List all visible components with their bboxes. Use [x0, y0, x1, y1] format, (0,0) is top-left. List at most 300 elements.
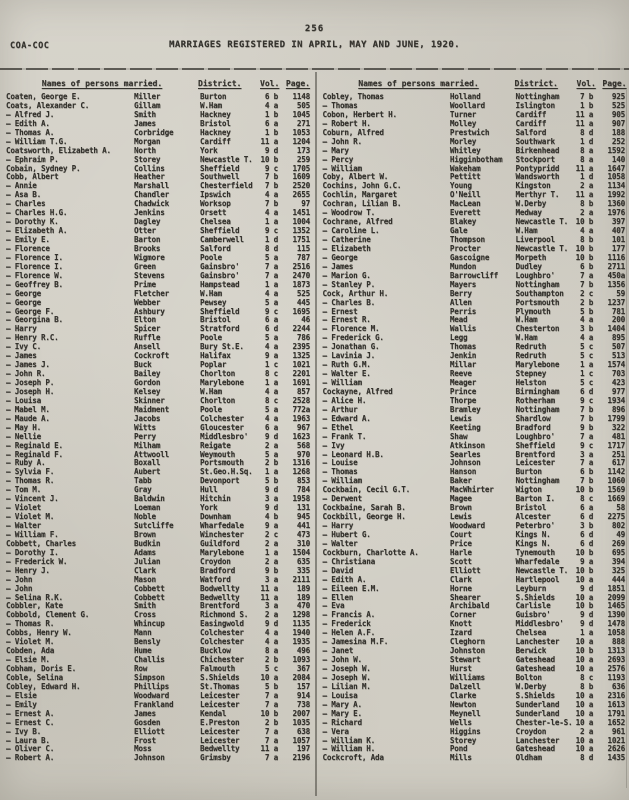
name-cell: — Florence	[6, 243, 50, 253]
table-row	[6, 744, 313, 753]
page-cell: 271	[296, 118, 310, 128]
spouse-cell: North	[134, 145, 156, 155]
name-cell: — Geoffrey B.	[6, 279, 63, 289]
vol-cell: 7 a	[580, 270, 594, 280]
table-row	[6, 226, 313, 235]
page-cell: 970	[296, 449, 310, 459]
vol-cell: 8 c	[580, 494, 594, 504]
spouse-cell: Elton	[134, 315, 156, 325]
district-cell: Falmouth	[200, 664, 235, 673]
spouse-cell: Young	[449, 181, 472, 191]
vol-cell: 7 a	[264, 270, 278, 280]
table-row	[6, 119, 313, 128]
vol-cell: 4 a	[580, 315, 594, 325]
table-row	[323, 405, 628, 414]
page-cell: 1647	[607, 163, 626, 173]
vol-cell: 6 b	[264, 92, 278, 101]
table-row	[6, 414, 313, 423]
name-cell: — Frederick	[322, 619, 371, 629]
page-cell: 335	[296, 565, 310, 575]
name-cell: Cockbain, Cecil G.T.	[322, 485, 410, 495]
table-row	[6, 172, 313, 181]
district-cell: Poole	[200, 333, 222, 343]
name-cell: — Henry R.C.	[6, 333, 59, 343]
spouse-cell: Gillam	[134, 100, 161, 110]
spouse-cell: Millar	[449, 360, 477, 370]
vol-cell: 2 a	[580, 181, 594, 191]
name-cell: Cochlin, Margaret	[322, 190, 397, 200]
spouse-cell: Cobbett	[134, 583, 165, 593]
vol-cell: 8 d	[580, 127, 594, 137]
spouse-cell: Spicer	[134, 324, 161, 334]
district-cell: Hackney	[200, 127, 231, 137]
vol-cell: 1 d	[580, 136, 594, 146]
table-row	[323, 244, 628, 253]
spouse-cell: Cockroft	[134, 351, 169, 361]
name-cell: — William	[322, 163, 362, 173]
vol-cell: 2 c	[580, 288, 594, 298]
page-cell: 772a	[292, 404, 310, 414]
table-row	[6, 441, 313, 450]
table-row	[323, 476, 628, 485]
vol-cell: 1 a	[580, 628, 594, 638]
district-cell: York	[200, 503, 218, 513]
district-cell: Redruth	[515, 351, 547, 361]
vol-cell: 11 a	[260, 583, 278, 593]
page-cell: 1045	[292, 109, 310, 119]
vol-cell: 3 a	[264, 574, 278, 584]
district-cell: Marylebone	[515, 360, 560, 370]
spouse-cell: Corbridge	[134, 127, 174, 137]
table-row	[323, 387, 628, 396]
table-row	[323, 691, 628, 700]
table-row	[6, 342, 313, 351]
name-cell: — Thomas	[322, 100, 358, 110]
table-row	[6, 333, 313, 342]
page-cell: 1569	[607, 485, 626, 495]
spouse-cell: Harle	[449, 547, 472, 557]
name-cell: Cockcroft, Ada	[322, 753, 384, 763]
header-district: District.	[198, 78, 242, 88]
vol-cell: 7 b	[580, 413, 594, 423]
page-cell: 173	[296, 145, 310, 155]
vol-cell: 4 a	[264, 342, 278, 352]
spouse-cell: Simpson	[134, 672, 165, 682]
spouse-cell: Skinner	[134, 395, 165, 405]
district-cell: Bolton	[515, 672, 542, 682]
table-row	[323, 682, 628, 691]
page-cell: 1356	[607, 279, 626, 289]
vol-cell: 6 a	[264, 315, 278, 325]
district-cell: Guisbro'	[515, 610, 551, 620]
vol-cell: 9 a	[264, 351, 278, 361]
vol-cell: 9 c	[264, 306, 278, 316]
vol-cell: 9 c	[580, 395, 594, 405]
page-cell: 888	[611, 637, 626, 647]
vol-cell: 7 b	[264, 181, 278, 191]
name-cell: — Derwent	[322, 494, 362, 504]
page-cell: 1021	[292, 360, 310, 370]
vol-cell: 10 b	[575, 485, 594, 495]
spouse-cell: Atkinson	[449, 440, 485, 450]
spouse-cell: Collins	[134, 163, 165, 173]
name-cell: — Vincent J.	[6, 494, 59, 504]
spouse-cell: Woodward	[449, 521, 485, 530]
page-cell: 945	[296, 512, 310, 522]
name-cell: — Dorothy K.	[6, 217, 59, 227]
page-cell: 896	[611, 404, 626, 414]
vol-cell: 8 c	[264, 369, 278, 379]
vol-cell: 1 d	[264, 235, 278, 244]
page-cell: 444	[611, 574, 626, 584]
name-cell: — Tom M.	[6, 485, 41, 495]
page-cell: 786	[296, 333, 310, 343]
spouse-cell: Johnston	[449, 646, 485, 656]
name-cell: — Elizabeth	[322, 243, 371, 253]
page-cell: 1035	[292, 717, 310, 727]
spouse-cell: Aubert	[134, 467, 161, 477]
table-row	[6, 208, 313, 217]
vol-cell: 7 b	[580, 279, 594, 289]
name-cell: — Asa B.	[6, 190, 41, 200]
page-cell: 2084	[292, 672, 310, 682]
table-row	[6, 539, 313, 548]
vol-cell: 7 a	[264, 690, 278, 700]
table-row	[323, 610, 628, 619]
page-cell: 1935	[292, 637, 310, 647]
page-cell: 1148	[292, 92, 310, 101]
name-cell: — Florence M.	[322, 324, 380, 334]
name-cell: — Charles B.	[322, 297, 375, 307]
table-row	[6, 298, 313, 307]
vol-cell: 10 a	[575, 655, 594, 665]
vol-cell: 11 a	[575, 118, 594, 128]
vol-cell: 7 a	[580, 458, 594, 468]
table-row	[6, 673, 313, 682]
name-cell: Cobham, Doris E.	[6, 664, 76, 673]
name-cell: — Helen A.F.	[322, 628, 375, 638]
vol-cell: 3 a	[264, 601, 278, 611]
table-row	[323, 396, 628, 405]
name-cell: — Hubert G.	[322, 529, 371, 539]
page-cell: 1204	[292, 136, 310, 146]
spouse-cell: Mundon	[449, 261, 477, 271]
vol-cell: 5 b	[580, 306, 594, 316]
district-cell: Gateshead	[515, 655, 555, 665]
page-cell: 1298	[292, 610, 310, 620]
vol-cell: 3 a	[264, 494, 278, 504]
name-cell: — Joseph W.	[322, 664, 371, 673]
spouse-cell: Pond	[449, 744, 468, 754]
spouse-cell: Prince	[449, 386, 477, 396]
district-cell: Cardiff	[200, 136, 231, 146]
name-cell: — Edward A.	[322, 413, 371, 423]
district-cell: Wandsworth	[515, 172, 560, 182]
spouse-cell: Allen	[449, 297, 472, 307]
name-cell: — William	[322, 476, 362, 486]
vol-cell: 4 a	[264, 100, 278, 110]
name-cell: — Francis A.	[322, 610, 375, 620]
table-row	[323, 101, 628, 110]
name-cell: — Mabel M.	[6, 404, 50, 414]
name-cell: Cockbaine, Sarah B.	[322, 503, 406, 513]
name-cell: — Lavinia J.	[322, 351, 375, 361]
page-cell: 423	[611, 378, 626, 387]
district-cell: Leyburn	[515, 583, 547, 593]
vol-cell: 7 a	[264, 753, 278, 763]
vol-cell: 4 a	[580, 226, 594, 236]
district-cell: Hull	[200, 485, 218, 495]
district-cell: Oldham	[515, 753, 542, 763]
spouse-cell: Shearer	[449, 592, 481, 602]
district-cell: Gloucester	[200, 422, 244, 432]
district-cell: Hampstead	[200, 279, 240, 289]
spouse-cell: Knott	[449, 619, 472, 629]
column-header-row	[6, 74, 313, 92]
page-number: 256	[304, 24, 325, 34]
page-cell: 367	[296, 664, 310, 673]
spouse-cell: Barton	[134, 235, 161, 244]
table-row	[6, 101, 313, 110]
name-cell: Coble, Selina	[6, 672, 63, 682]
district-cell: Bristol	[200, 118, 231, 128]
table-row	[6, 280, 313, 289]
page-cell: 1142	[607, 467, 626, 477]
name-cell: — Janet	[322, 646, 354, 656]
district-cell: W.Ham	[200, 100, 222, 110]
page-cell: 1623	[292, 431, 310, 441]
table-row	[323, 530, 628, 539]
table-row	[6, 476, 313, 485]
table-row	[6, 548, 313, 557]
name-cell: — James	[6, 351, 37, 361]
vol-cell: 4 a	[580, 333, 594, 343]
page-cell: 1992	[607, 190, 626, 200]
spouse-cell: Horne	[449, 583, 472, 593]
page-cell: 59	[616, 288, 626, 298]
table-row	[6, 637, 313, 646]
district-cell: Peterbro'	[515, 521, 555, 530]
name-cell: — Thomas A.	[6, 127, 55, 137]
spouse-cell: Williams	[449, 672, 485, 682]
district-cell: St.Geo.H.Sq.	[200, 467, 253, 477]
vol-cell: 5 c	[580, 351, 594, 361]
spouse-cell: Loeman	[134, 503, 161, 513]
district-cell: Poole	[200, 252, 222, 262]
spouse-cell: Stevens	[134, 270, 165, 280]
spouse-cell: Challis	[134, 655, 165, 665]
spouse-cell: Cobbett	[134, 592, 165, 602]
name-cell: — Louise	[322, 458, 358, 468]
page-cell: 802	[611, 521, 626, 530]
district-cell: Pontypridd	[515, 163, 560, 173]
table-row	[6, 164, 313, 173]
table-row	[323, 494, 628, 503]
district-cell: Sheffield	[200, 163, 240, 173]
name-cell: Cobbold, Clement G.	[6, 610, 90, 620]
page-cell: 397	[611, 217, 626, 227]
spouse-cell: Gordon	[134, 378, 161, 387]
vol-cell: 9 b	[580, 422, 594, 432]
vol-cell: 7 a	[264, 735, 278, 745]
table-row	[323, 289, 628, 298]
district-cell: W.Ham	[515, 333, 538, 343]
district-cell: Gainsbro'	[200, 270, 240, 280]
page-cell: 905	[611, 109, 626, 119]
name-cell: — Florence W.	[6, 270, 63, 280]
district-cell: Leicester	[200, 726, 240, 736]
vol-cell: 7 a	[580, 431, 594, 441]
spouse-cell: Smith	[134, 109, 156, 119]
district-cell: W.Ham	[200, 386, 222, 396]
district-cell: Merthyr T.	[515, 190, 560, 200]
district-cell: Marylebone	[200, 378, 244, 387]
spouse-cell: Izard	[449, 628, 472, 638]
district-cell: Southwark	[515, 136, 555, 146]
name-cell: — Frank T.	[322, 431, 367, 441]
index-table	[0, 72, 629, 796]
district-cell: Wharfedale	[515, 556, 560, 566]
spouse-cell: James	[134, 708, 156, 718]
vol-cell: 7 b	[264, 199, 278, 209]
page-cell: 787	[296, 252, 310, 262]
table-row	[6, 727, 313, 736]
page-cell: 2111	[292, 574, 310, 584]
vol-cell: 8 b	[580, 681, 594, 691]
spouse-cell: Hurst	[449, 664, 472, 673]
district-cell: Chester-le-S.	[515, 717, 573, 727]
district-cell: Ipswich	[200, 190, 231, 200]
district-cell: Gateshead	[515, 744, 555, 754]
spouse-cell: Turner	[449, 109, 477, 119]
vol-cell: 1 d	[580, 172, 594, 182]
district-cell: Chorlton	[200, 395, 235, 405]
table-row	[323, 432, 628, 441]
name-cell: — Richard	[322, 717, 362, 727]
district-cell: Carlisle	[515, 601, 551, 611]
vol-cell: 1 a	[580, 360, 594, 370]
district-cell: Leicester	[200, 690, 240, 700]
table-row	[6, 512, 313, 521]
table-row	[323, 181, 628, 190]
spouse-cell: Woollard	[449, 100, 485, 110]
vol-cell: 1 a	[264, 547, 278, 557]
table-row	[6, 190, 313, 199]
page-cell: 325	[611, 565, 626, 575]
vol-cell: 10 a	[575, 664, 594, 673]
spouse-cell: Prestwich	[449, 127, 490, 137]
name-cell: — James	[322, 261, 354, 271]
district-cell: W.Ham	[515, 315, 538, 325]
vol-cell: 10 a	[575, 574, 594, 584]
spouse-cell: Price	[449, 538, 472, 548]
district-cell: Sunderland	[515, 699, 560, 709]
spouse-cell: Johnson	[449, 458, 481, 468]
table-row	[6, 753, 313, 762]
district-cell: W.Derby	[515, 681, 547, 691]
district-cell: Loughbro'	[515, 431, 555, 441]
district-cell: Devonport	[200, 476, 240, 486]
vol-cell: 7 b	[580, 92, 594, 101]
page-cell: 636	[611, 681, 626, 691]
district-cell: Chesterfield	[200, 181, 253, 191]
spouse-cell: Wigmore	[134, 252, 165, 262]
vol-cell: 1 c	[264, 360, 278, 370]
table-row	[323, 271, 628, 280]
spouse-cell: Brown	[449, 503, 472, 513]
name-cell: — Marion G.	[322, 270, 371, 280]
vol-cell: 1 b	[580, 100, 594, 110]
spouse-cell: Cleghorn	[449, 637, 485, 647]
table-row	[6, 92, 313, 101]
vol-cell: 11 a	[575, 163, 594, 173]
vol-cell: 10 a	[575, 699, 594, 709]
spouse-cell: Ruffle	[134, 333, 161, 343]
district-cell: Hitchin	[200, 494, 231, 504]
district-cell: Middlesbro'	[200, 431, 249, 441]
page-cell: 1053	[292, 127, 310, 137]
page-cell: 2244	[292, 324, 310, 334]
spouse-cell: Gale	[449, 226, 468, 236]
page-cell: 1451	[292, 208, 310, 218]
vol-cell: 9 c	[264, 226, 278, 236]
spouse-cell: Hume	[134, 646, 152, 656]
page-cell: 2711	[607, 261, 626, 271]
table-row	[6, 271, 313, 280]
page-cell: 1193	[607, 672, 626, 682]
spouse-cell: Morgan	[134, 136, 161, 146]
spouse-cell: Barrowcliff	[449, 270, 498, 280]
table-row	[323, 172, 628, 181]
vol-cell: 10 a	[575, 735, 594, 745]
district-cell: Southwell	[200, 172, 240, 182]
spouse-cell: Mann	[134, 628, 152, 638]
table-row	[6, 128, 313, 137]
name-cell: Cobbett, Charles	[6, 538, 76, 548]
vol-cell: 1 a	[264, 378, 278, 387]
table-row	[6, 217, 313, 226]
vol-cell: 2 a	[264, 538, 278, 548]
district-cell: Colchester	[200, 637, 244, 647]
header-rule	[0, 68, 629, 70]
spouse-cell: Elliott	[449, 565, 481, 575]
name-cell: — Ernest A.	[6, 708, 55, 718]
page-cell: 197	[296, 744, 310, 754]
vol-cell: 1 a	[264, 279, 278, 289]
name-cell: — Mary A.	[322, 699, 362, 709]
page-cell: 46	[301, 315, 310, 325]
name-cell: — Ellen	[322, 592, 354, 602]
table-row	[323, 217, 628, 226]
district-cell: Tynemouth	[515, 547, 555, 557]
spouse-cell: Boxall	[134, 458, 161, 468]
district-cell: Barton I.	[515, 494, 555, 504]
vol-cell: 2 a	[580, 208, 594, 218]
table-row	[323, 128, 628, 137]
page-cell: 2528	[292, 395, 310, 405]
table-row	[323, 226, 628, 235]
table-row	[6, 494, 313, 503]
page-cell: 1592	[607, 145, 626, 155]
page-cell: 1325	[292, 351, 310, 361]
district-cell: Cardiff	[515, 118, 547, 128]
table-row	[6, 387, 313, 396]
district-cell: Lanchester	[515, 735, 560, 745]
name-cell: — Ruby A.	[6, 458, 46, 468]
district-cell: Medway	[515, 208, 542, 218]
name-cell: — Robert A.	[6, 753, 55, 763]
name-cell: — Ernest C.	[6, 717, 55, 727]
